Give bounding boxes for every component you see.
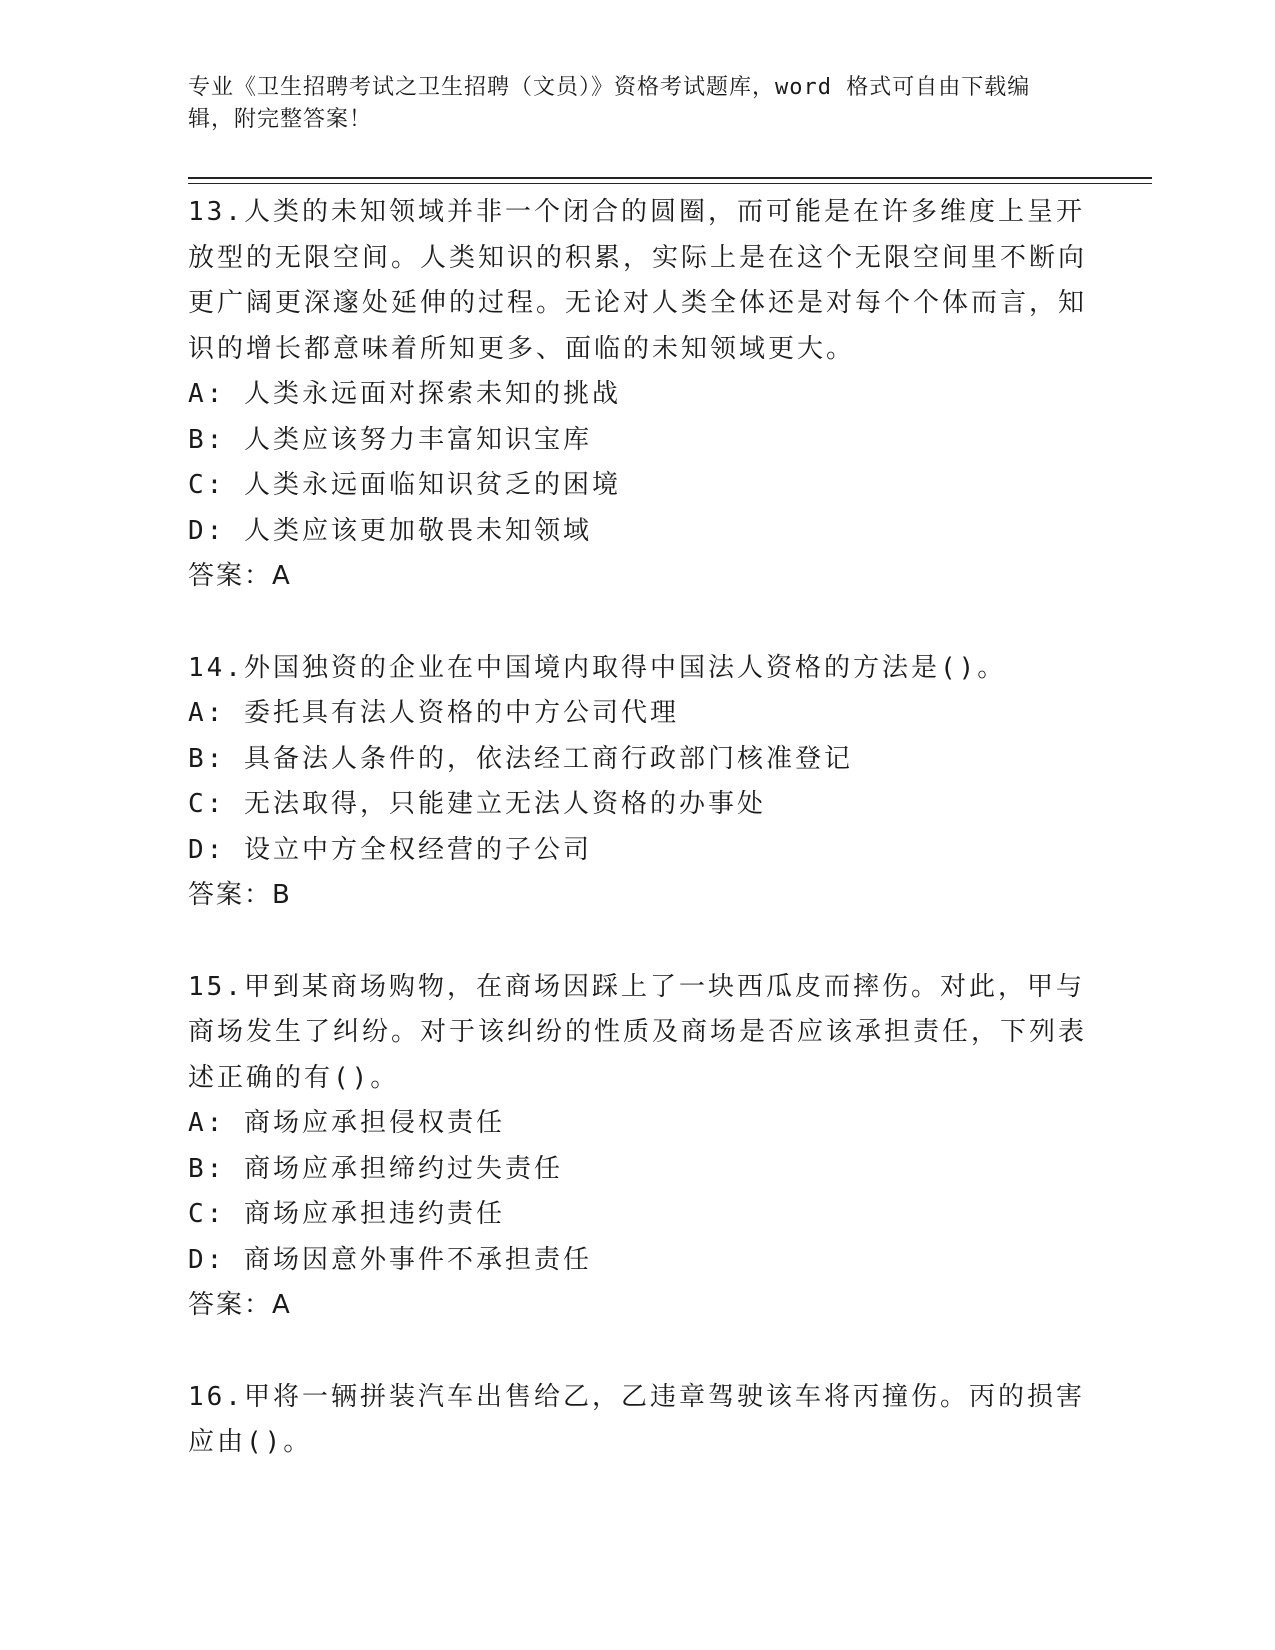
question-stem: 14.外国独资的企业在中国境内取得中国法人资格的方法是()。 (188, 652, 1007, 683)
question-13 (188, 190, 1088, 600)
question-gap (188, 919, 1088, 965)
question-16 (188, 1375, 1088, 1466)
option-c: C: 商场应承担违约责任 (188, 1199, 505, 1229)
option-b: B: 人类应该努力丰富知识宝库 (188, 424, 592, 455)
question-stem: 15.甲到某商场购物，在商场因踩上了一块西瓜皮而摔伤。对此，甲与商场发生了纠纷。对于该纠纷的性质及商场是否应该承担责任，下列表述正确的有()。 (188, 971, 1088, 1093)
option-b: B: 商场应承担缔约过失责任 (188, 1153, 563, 1184)
option-c: C: 无法取得，只能建立无法人资格的办事处 (188, 789, 766, 819)
option-d: D: 人类应该更加敬畏未知领域 (188, 515, 592, 546)
header-rule-thick (188, 177, 1152, 179)
option-c: C: 人类永远面临知识贫乏的困境 (188, 470, 621, 500)
answer: 答案：B (188, 880, 292, 910)
option-d: D: 设立中方全权经营的子公司 (188, 834, 592, 865)
question-gap (188, 1329, 1088, 1375)
question-stem: 13.人类的未知领域并非一个闭合的圆圈，而可能是在许多维度上呈开放型的无限空间。人类知识的积累，实际上是在这个无限空间里不断向更广阔更深邃处延伸的过程。无论对人类全体还是对每个个体而言，知识的增长都意味着所知更多、面临的未知领域更大。 (188, 197, 1088, 364)
header-intro: 专业《卫生招聘考试之卫生招聘（文员）》资格考试题库，word 格式可自由下载编辑，附完整答案！ (188, 75, 1031, 132)
option-a: A: 商场应承担侵权责任 (188, 1108, 505, 1138)
header-rule-thin (188, 183, 1152, 184)
option-b: B: 具备法人条件的，依法经工商行政部门核准登记 (188, 743, 853, 774)
option-a: A: 人类永远面对探索未知的挑战 (188, 379, 621, 409)
question-15 (188, 965, 1088, 1329)
question-14 (188, 646, 1088, 919)
option-a: A: 委托具有法人资格的中方公司代理 (188, 698, 679, 728)
answer: 答案：A (188, 561, 292, 591)
question-stem: 16.甲将一辆拼装汽车出售给乙，乙违章驾驶该车将丙撞伤。丙的损害应由()。 (188, 1381, 1085, 1457)
question-gap (188, 600, 1088, 646)
answer: 答案：A (188, 1290, 292, 1320)
option-d: D: 商场因意外事件不承担责任 (188, 1244, 592, 1275)
question-list (188, 190, 1088, 1466)
